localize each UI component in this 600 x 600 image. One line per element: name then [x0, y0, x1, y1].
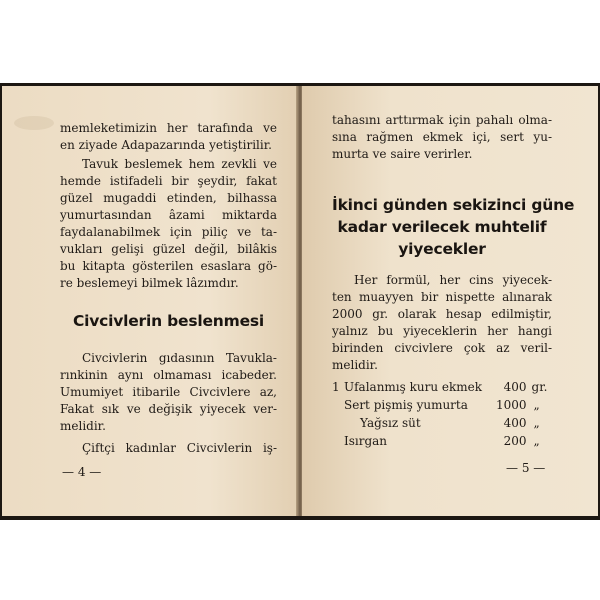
- section-heading: Civcivlerin beslenmesi: [72, 312, 265, 330]
- list-number: [332, 432, 344, 450]
- text-line: tahasını arttırmak için pahalı olma-: [332, 113, 552, 127]
- list-amount: 1000: [496, 398, 527, 412]
- text-line: Çiftçi kadınlar Civcivlerin iş-: [82, 441, 277, 455]
- text-line: rınkinin aynı olmaması icabeder.: [60, 368, 277, 382]
- recipe-list: [332, 378, 550, 450]
- list-item-name: Yağsız süt: [360, 416, 421, 430]
- text-line: yalnız bu yiyeceklerin her hangi: [332, 324, 552, 338]
- text-line: Civcivlerin gıdasının Tavukla-: [82, 351, 277, 365]
- list-unit: gr.: [531, 380, 548, 394]
- left-page: [2, 86, 298, 516]
- text-line: Her formül, her cins yiyecek-: [354, 273, 552, 287]
- text-line: güzel mugaddi etinden, bilhassa: [60, 191, 277, 205]
- text-line: hemde istifadeli bir şeydir, fakat: [60, 174, 277, 188]
- heading-line: İkinci günden sekizinci güne: [332, 196, 575, 214]
- list-item: [332, 432, 550, 450]
- list-amount: 200: [503, 434, 527, 448]
- text-line: faydalanabilmek için piliç ve ta-: [60, 225, 277, 239]
- text-line: re beslemeyi bilmek lâzımdır.: [60, 276, 239, 290]
- left-intro: [60, 120, 277, 154]
- page-number: — 4 —: [62, 465, 102, 479]
- text-line: bu kitapta gösterilen esaslara gö-: [60, 259, 277, 273]
- list-amount: 400: [503, 380, 527, 394]
- text-line: en ziyade Adapazarında yetiştirilir.: [60, 138, 272, 152]
- list-number: [332, 396, 344, 414]
- list-number: [332, 414, 344, 432]
- right-page: [302, 86, 598, 516]
- left-paragraph-3: [60, 440, 277, 457]
- text-line: murta ve saire verirler.: [332, 147, 473, 161]
- text-line: melidir.: [332, 358, 378, 372]
- list-unit: „: [533, 398, 540, 412]
- list-item: [332, 378, 550, 396]
- list-unit: „: [533, 434, 540, 448]
- text-line: 2000 gr. olarak hesap edilmiştir,: [332, 307, 552, 321]
- heading-line: yiyecekler: [398, 240, 486, 258]
- text-line: birinden civcivlere çok az veril-: [332, 341, 552, 355]
- left-paragraph-1: [60, 156, 277, 292]
- list-unit: „: [533, 416, 540, 430]
- list-item-name: Isırgan: [344, 434, 388, 448]
- list-amount: 400: [503, 416, 527, 430]
- page-number: — 5 —: [506, 461, 546, 475]
- list-number: 1: [332, 380, 340, 394]
- text-line: sına rağmen ekmek içi, sert yu-: [332, 130, 552, 144]
- text-line: melidir.: [60, 419, 106, 433]
- section-heading: [332, 194, 575, 260]
- text-line: yumurtasından âzami miktarda: [60, 208, 277, 222]
- text-line: Fakat sık ve değişik yiyecek ver-: [60, 402, 277, 416]
- text-line: Umumiyet itibarile Civcivlere az,: [60, 385, 277, 399]
- right-intro: [332, 112, 552, 163]
- left-paragraph-2: [60, 350, 277, 435]
- text-line: memleketimizin her tarafında ve: [60, 121, 277, 135]
- paper-stain: [14, 116, 54, 130]
- list-item-name: Sert pişmiş yumurta: [344, 398, 468, 412]
- text-line: vukları gelişi güzel değil, bilâkis: [60, 242, 277, 256]
- text-line: Tavuk beslemek hem zevkli ve: [82, 157, 277, 171]
- right-paragraph: [332, 272, 552, 374]
- list-item-name: Ufalanmış kuru ekmek: [344, 380, 483, 394]
- text-line: ten muayyen bir nispette alınarak: [332, 290, 552, 304]
- heading-line: kadar verilecek muhtelif: [337, 218, 547, 236]
- list-item: [332, 414, 550, 432]
- list-item: [332, 396, 550, 414]
